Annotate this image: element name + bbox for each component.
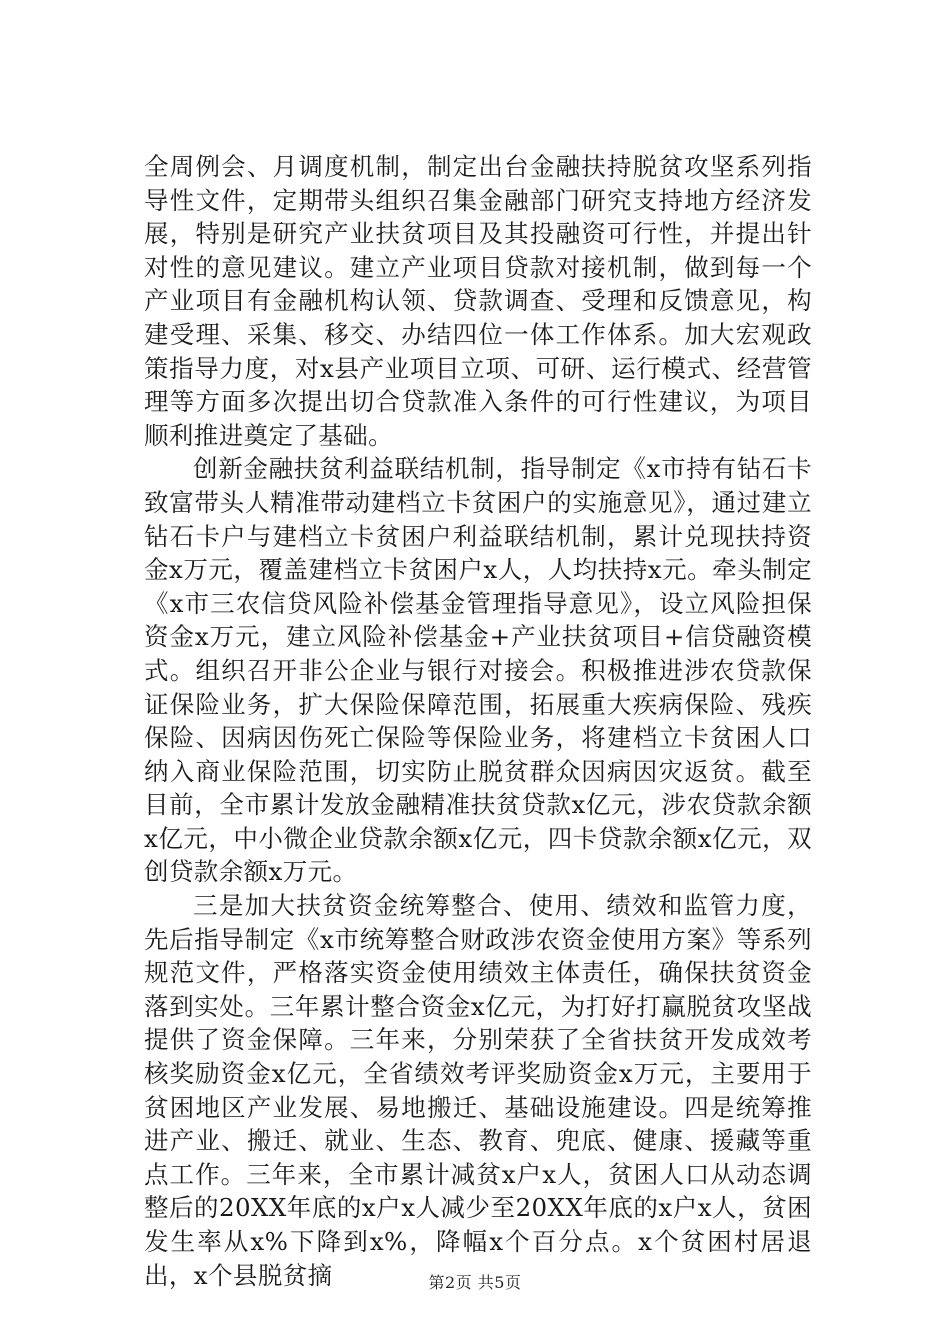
document-body [144,150,812,1292]
paragraph-1: 全周例会、月调度机制，制定出台金融扶持脱贫攻坚系列指导性文件，定期带头组织召集金融部门研究支持地方经济发展，特别是研究产业扶贫项目及其投融资可行性，并提出针对性的意见建议。建立产业项目贷款对接机制，做到每一个产业项目有金融机构认领、贷款调查、受理和反馈意见，构建受理、采集、移交、办结四位一体工作体系。加大宏观政策指导力度，对x县产业项目立项、可研、运行模式、经营管理等方面多次提出切合贷款准入条件的可行性建议，为项目顺利推进奠定了基础。 [144,152,812,450]
paragraph-2: 创新金融扶贫利益联结机制，指导制定《x市持有钻石卡致富带头人精准带动建档立卡贫困户的实施意见》，通过建立钻石卡户与建档立卡贫困户利益联结机制，累计兑现扶持资金x万元，覆盖建档立卡贫困户x人，人均扶持x元。牵头制定《x市三农信贷风险补偿基金管理指导意见》，设立风险担保资金x万元，建立风险补偿基金+产业扶贫项目+信贷融资模式。组织召开非公企业与银行对接会。积极推进涉农贷款保证保险业务，扩大保险保障范围，拓展重大疾病保险、残疾保险、因病因伤死亡保险等保险业务，将建档立卡贫困人口纳入商业保险范围，切实防止脱贫群众因病因灾返贫。截至目前，全市累计发放金融精准扶贫贷款x亿元，涉农贷款余额x亿元，中小微企业贷款余额x亿元，四卡贷款余额x亿元，双创贷款余额x万元。 [144,454,812,887]
paragraph-3: 三是加大扶贫资金统筹整合、使用、绩效和监管力度，先后指导制定《x市统筹整合财政涉农资金使用方案》等系列规范文件，严格落实资金使用绩效主体责任，确保扶贫资金落到实处。三年累计整合资金x亿元，为打好打赢脱贫攻坚战提供了资金保障。三年来，分别荣获了全省扶贫开发成效考核奖励资金x亿元，全省绩效考评奖励资金x万元，主要用于贫困地区产业发展、易地搬迁、基础设施建设。四是统筹推进产业、搬迁、就业、生态、教育、兜底、健康、援藏等重点工作。三年来，全市累计减贫x户x人，贫困人口从动态调整后的20XX年底的x户x人减少至20XX年底的x户x人，贫困发生率从x%下降到x%，降幅x个百分点。x个贫困村居退出，x个县脱贫摘 [144,891,812,1290]
page-number-footer: 第2页 共5页 [428,1273,522,1292]
